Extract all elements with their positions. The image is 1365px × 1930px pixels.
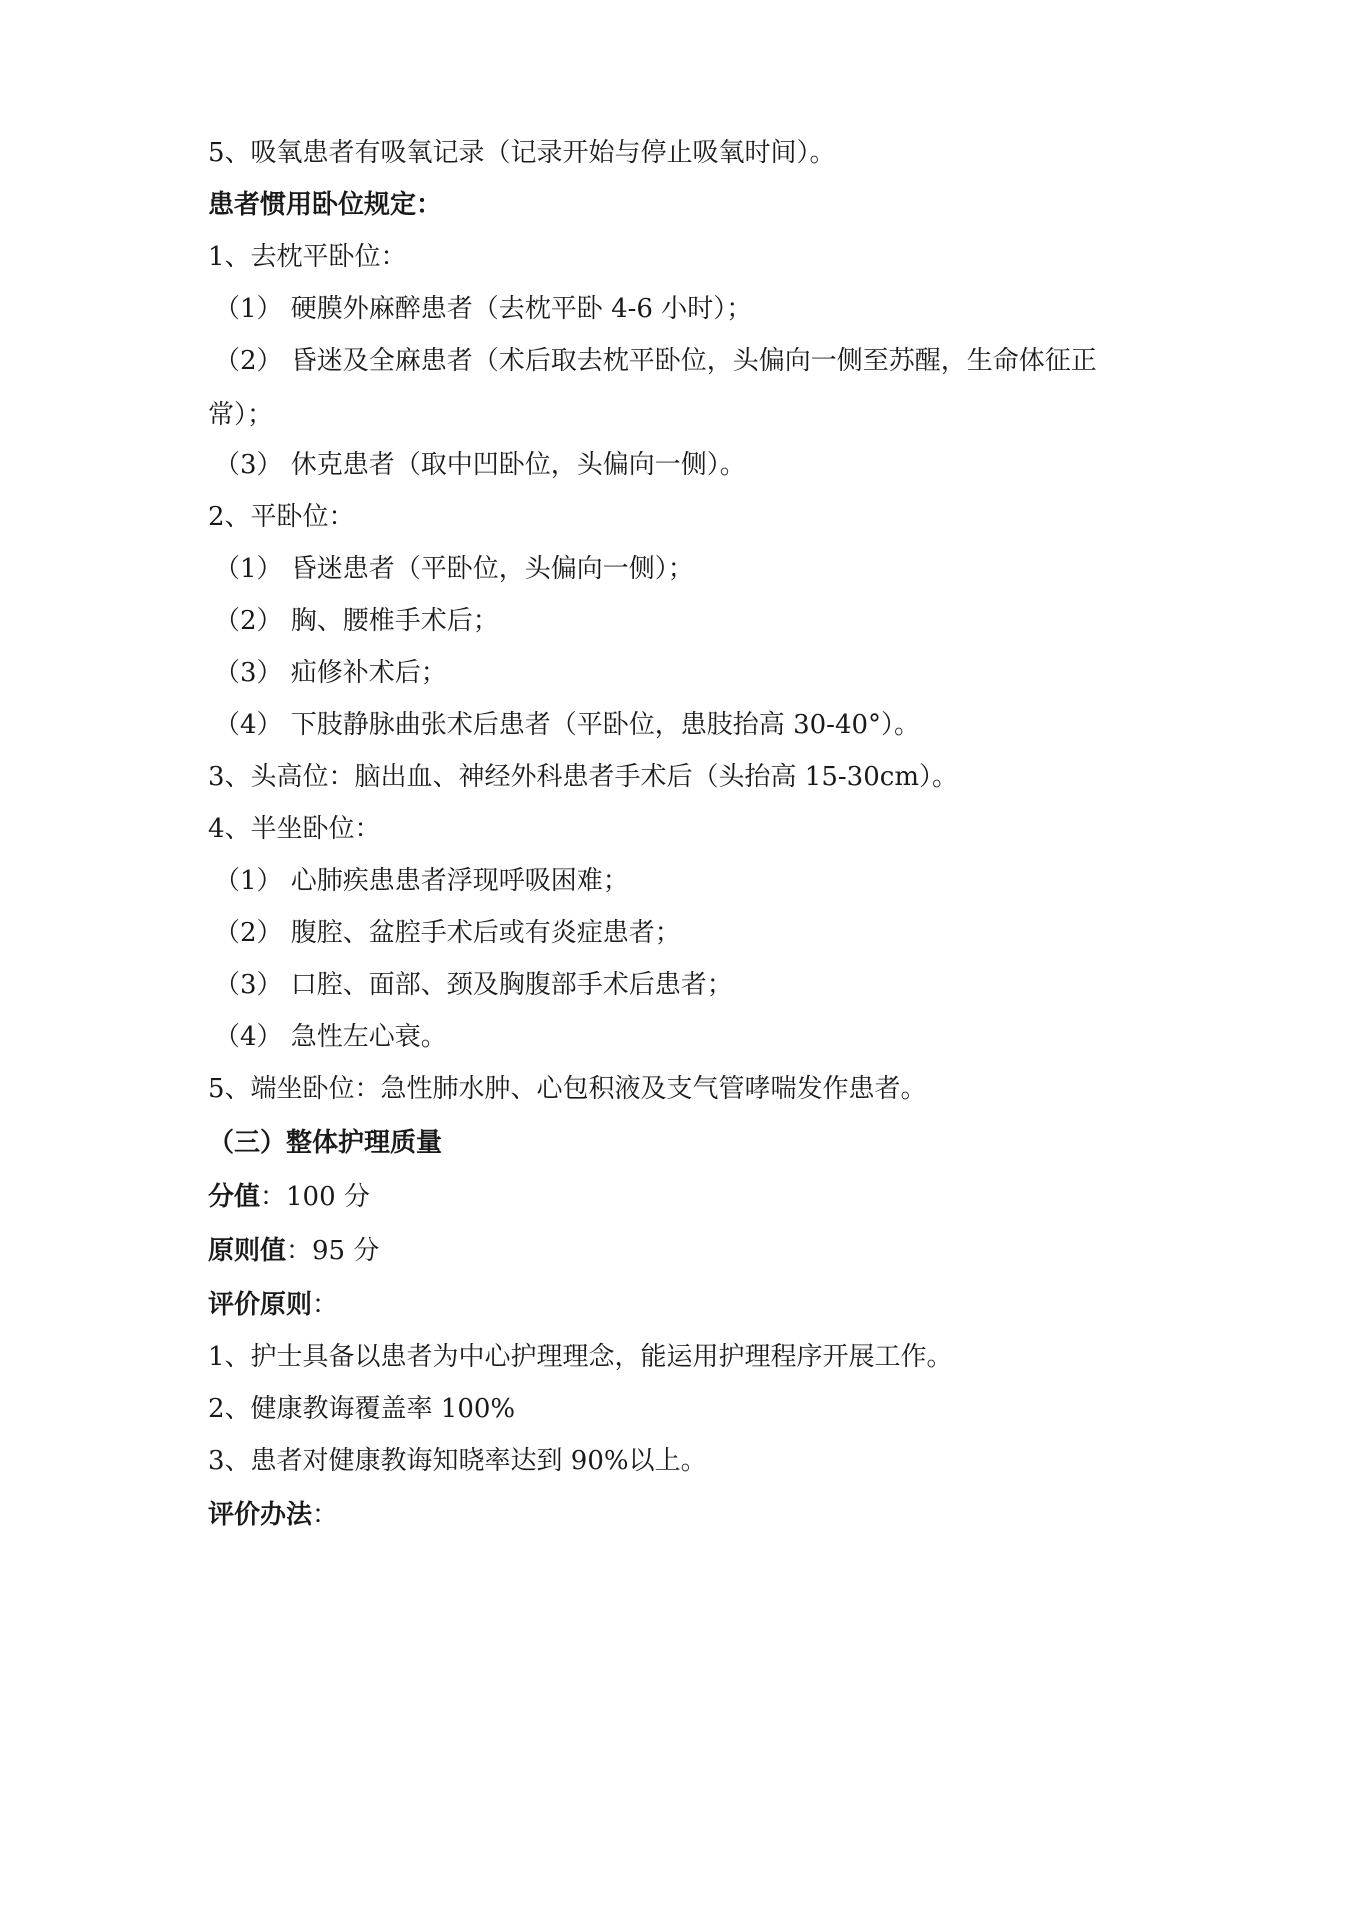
text-line: （4） 急性左心衰。 — [214, 1022, 447, 1052]
text-line: （3） 疝修补术后； — [214, 658, 447, 688]
text-line: 3、头高位：脑出血、神经外科患者手术后（头抬高 15-30cm）。 — [208, 762, 958, 792]
text-line: （1） 心肺疾患患者浮现呼吸困难； — [214, 866, 629, 896]
text-line: 1、护士具备以患者为中心护理理念，能运用护理程序开展工作。 — [208, 1342, 953, 1372]
text-line: （2） 腹腔、盆腔手术后或有炎症患者； — [214, 918, 681, 948]
method-heading — [208, 1496, 338, 1534]
criteria-colon: ： — [312, 1290, 339, 1320]
section-heading: 患者惯用卧位规定： — [208, 190, 443, 220]
method-label: 评价办法 — [208, 1500, 313, 1530]
standard-line — [208, 1232, 379, 1270]
score-line — [208, 1178, 370, 1216]
text-line: 2、平卧位： — [208, 502, 355, 532]
text-line: （3） 口腔、面部、颈及胸腹部手术后患者； — [214, 970, 733, 1000]
score-label: 分值 — [208, 1182, 261, 1212]
text-line: （1） 昏迷患者（平卧位，头偏向一侧）； — [214, 554, 694, 584]
text-line: 常）； — [208, 400, 274, 430]
standard-value: ：95 分 — [286, 1236, 380, 1266]
text-line: 5、吸氧患者有吸氧记录（记录开始与停止吸氧时间）。 — [208, 138, 836, 168]
section-heading: （三）整体护理质量 — [208, 1128, 443, 1158]
score-value: ：100 分 — [260, 1182, 370, 1212]
text-line: （1） 硬膜外麻醉患者（去枕平卧 4-6 小时）； — [214, 294, 753, 324]
criteria-label: 评价原则 — [208, 1290, 313, 1320]
method-colon: ： — [312, 1500, 339, 1530]
text-line: （2） 胸、腰椎手术后； — [214, 606, 499, 636]
text-line: 1、去枕平卧位： — [208, 242, 407, 272]
standard-label: 原则值 — [208, 1236, 287, 1266]
text-line: （3） 休克患者（取中凹卧位，头偏向一侧）。 — [214, 450, 746, 480]
text-line: 3、患者对健康教诲知晓率达到 90%以上。 — [208, 1446, 707, 1476]
criteria-heading — [208, 1286, 338, 1324]
text-line: 5、端坐卧位：急性肺水肿、心包积液及支气管哮喘发作患者。 — [208, 1074, 927, 1104]
text-line: （2） 昏迷及全麻患者（术后取去枕平卧位，头偏向一侧至苏醒，生命体征正 — [214, 346, 1097, 376]
text-line: （4） 下肢静脉曲张术后患者（平卧位，患肢抬高 30-40°）。 — [214, 710, 921, 740]
text-line: 2、健康教诲覆盖率 100% — [208, 1394, 516, 1424]
text-line: 4、半坐卧位： — [208, 814, 381, 844]
